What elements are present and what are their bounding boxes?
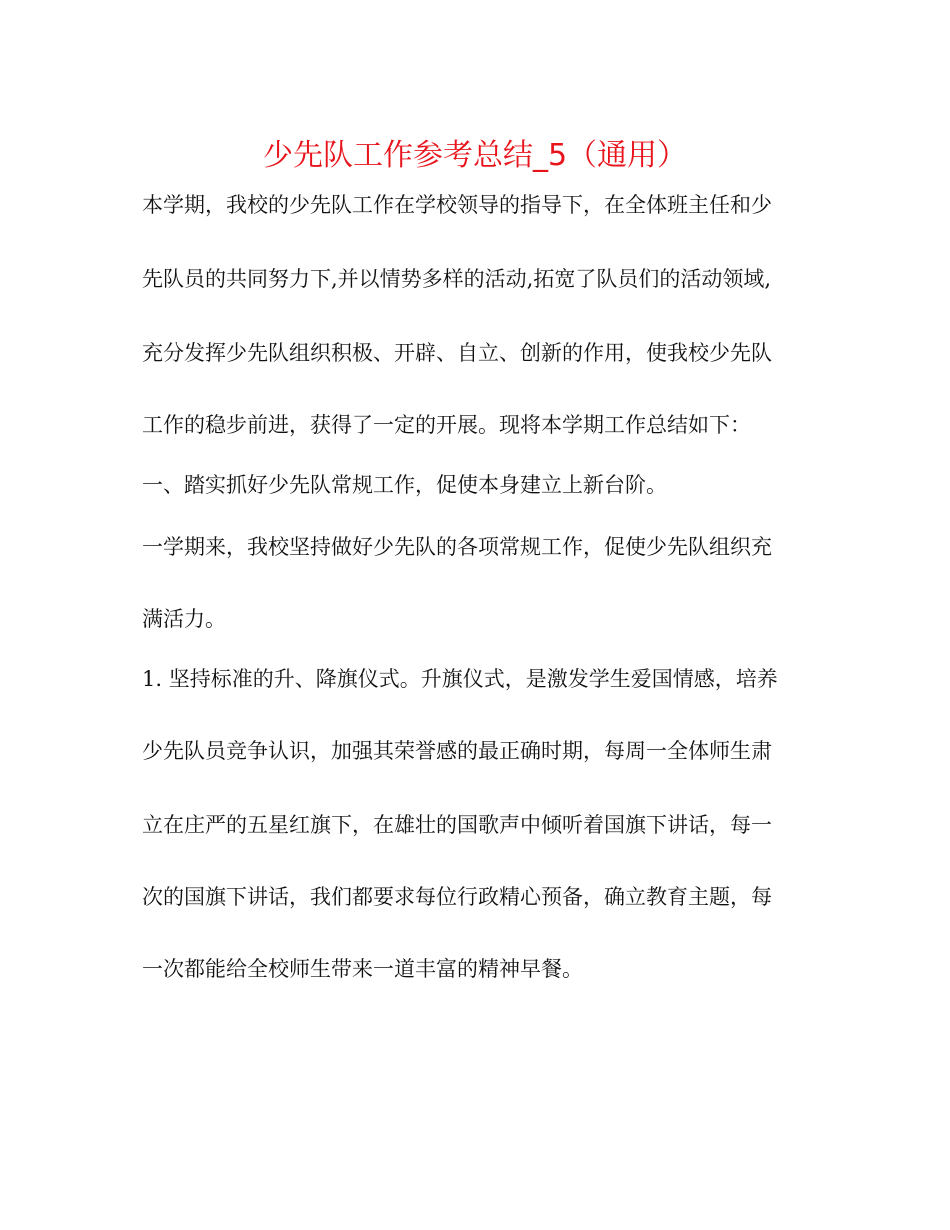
body-line-3: 充分发挥少先队组织积极、开辟、自立、创新的作用，使我校少先队: [142, 341, 772, 365]
body-line-5: 一学期来，我校坚持做好少先队的各项常规工作，促使少先队组织充: [142, 535, 772, 559]
body-line-2: 先队员的共同努力下,并以情势多样的活动,拓宽了队员们的活动领域,: [142, 267, 772, 291]
body-line-1: 本学期，我校的少先队工作在学校领导的指导下，在全体班主任和少: [142, 193, 772, 217]
body-line-6: 满活力。: [142, 607, 226, 631]
body-line-10: 次的国旗下讲话，我们都要求每位行政精心预备，确立教育主题，每: [142, 885, 772, 909]
body-line-4: 工作的稳步前进，获得了一定的开展。现将本学期工作总结如下：: [142, 413, 751, 437]
document-title: 少先队工作参考总结_5（通用）: [262, 138, 688, 173]
body-line-7: 1. 坚持标准的升、降旗仪式。升旗仪式，是激发学生爱国情感，培养: [142, 667, 778, 691]
body-line-9: 立在庄严的五星红旗下，在雄壮的国歌声中倾听着国旗下讲话，每一: [142, 813, 772, 837]
section-heading-1: 一、踏实抓好少先队常规工作，促使本身建立上新台阶。: [142, 473, 667, 497]
body-line-8: 少先队员竞争认识，加强其荣誉感的最正确时期，每周一全体师生肃: [142, 739, 772, 763]
body-line-11: 一次都能给全校师生带来一道丰富的精神早餐。: [142, 957, 583, 981]
